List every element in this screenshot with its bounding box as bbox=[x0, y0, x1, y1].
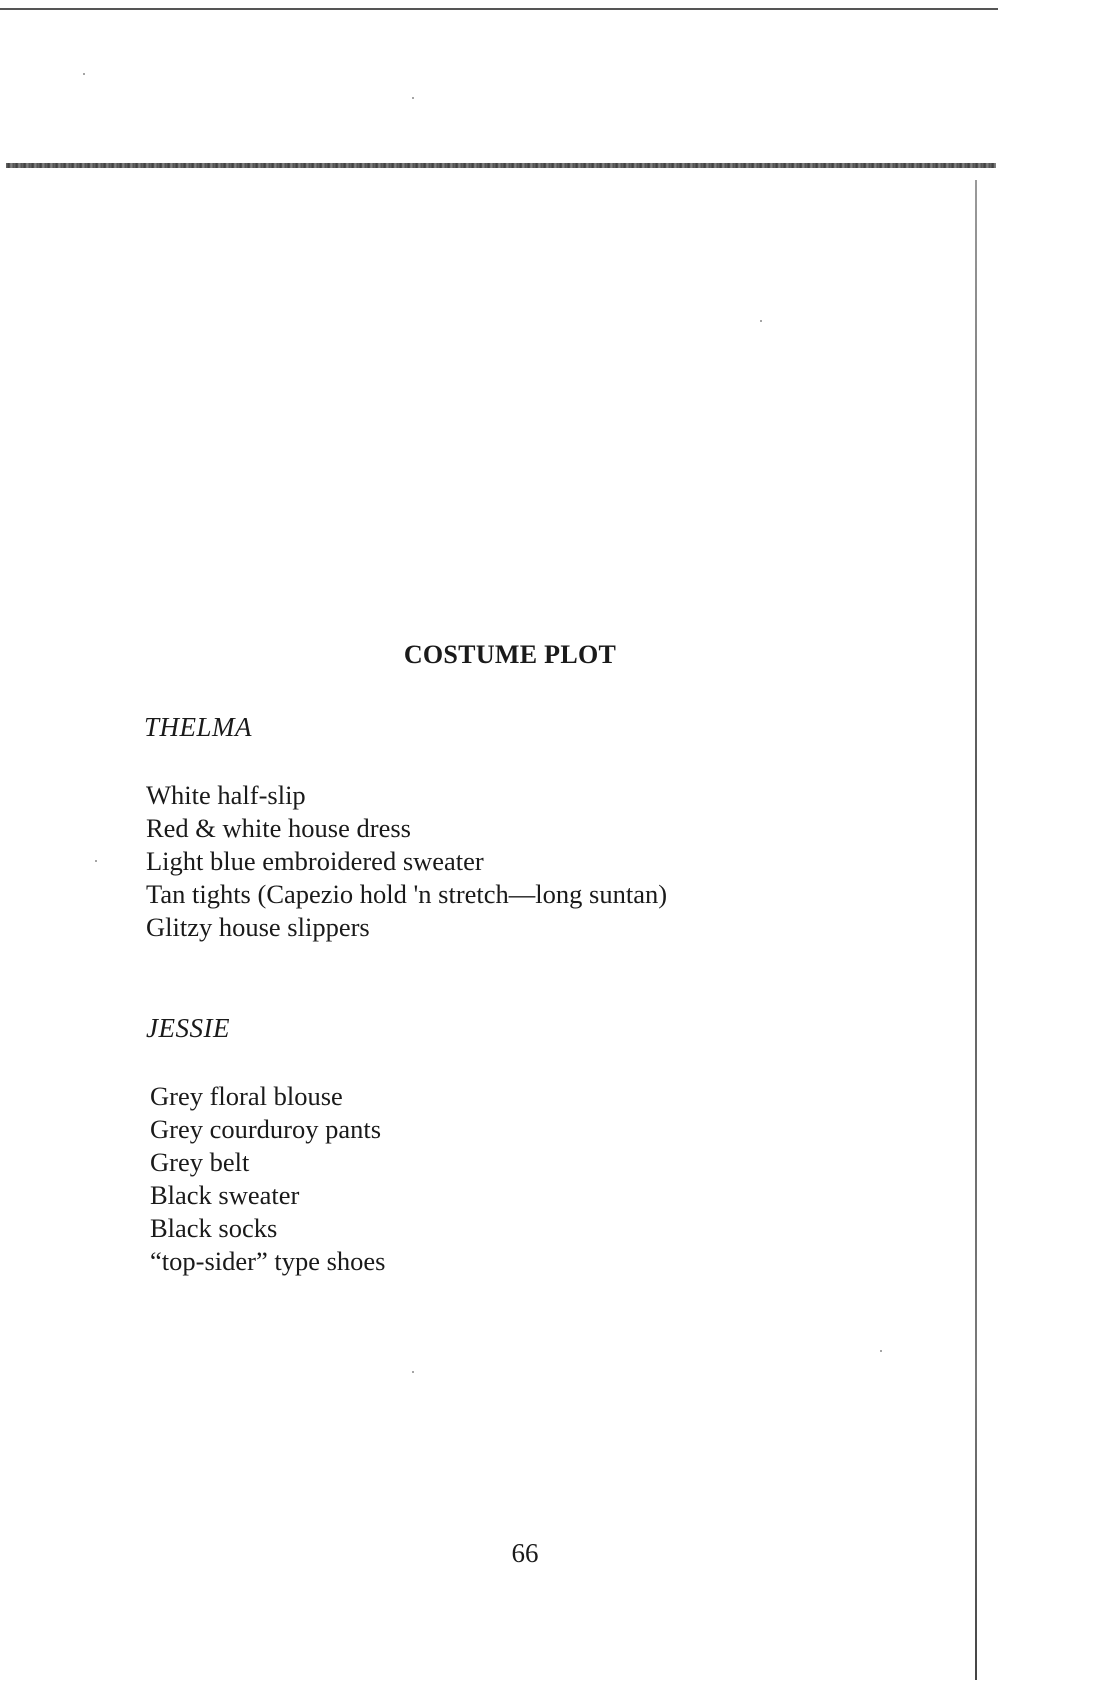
page-title: COSTUME PLOT bbox=[403, 640, 617, 669]
character-section-jessie bbox=[146, 1013, 386, 1278]
page-edge bbox=[975, 180, 977, 1680]
list-item: Grey floral blouse bbox=[150, 1081, 343, 1111]
character-name: THELMA bbox=[144, 712, 253, 742]
list-item: Black sweater bbox=[150, 1180, 300, 1210]
scan-speck bbox=[83, 73, 85, 75]
top-rule bbox=[0, 8, 998, 10]
character-section-thelma bbox=[144, 712, 667, 944]
scan-speck bbox=[95, 860, 97, 862]
list-item: Black socks bbox=[150, 1213, 278, 1243]
costume-list bbox=[144, 779, 667, 944]
scan-speck bbox=[880, 1350, 882, 1352]
list-item: Grey belt bbox=[150, 1147, 250, 1177]
list-item: Grey courduroy pants bbox=[150, 1114, 382, 1144]
list-item: Red & white house dress bbox=[146, 813, 411, 843]
header-rule bbox=[6, 163, 996, 168]
scan-speck bbox=[412, 1371, 414, 1373]
list-item: “top-sider” type shoes bbox=[150, 1246, 386, 1276]
list-item: White half-slip bbox=[146, 780, 306, 810]
character-name: JESSIE bbox=[146, 1013, 230, 1043]
list-item: Tan tights (Capezio hold 'n stretch—long suntan) bbox=[146, 879, 668, 909]
scan-speck bbox=[412, 97, 414, 99]
list-item: Glitzy house slippers bbox=[146, 912, 370, 942]
costume-list bbox=[146, 1080, 386, 1278]
list-item: Light blue embroidered sweater bbox=[146, 846, 484, 876]
scan-speck bbox=[760, 320, 762, 322]
page-number: 66 bbox=[511, 1538, 539, 1568]
